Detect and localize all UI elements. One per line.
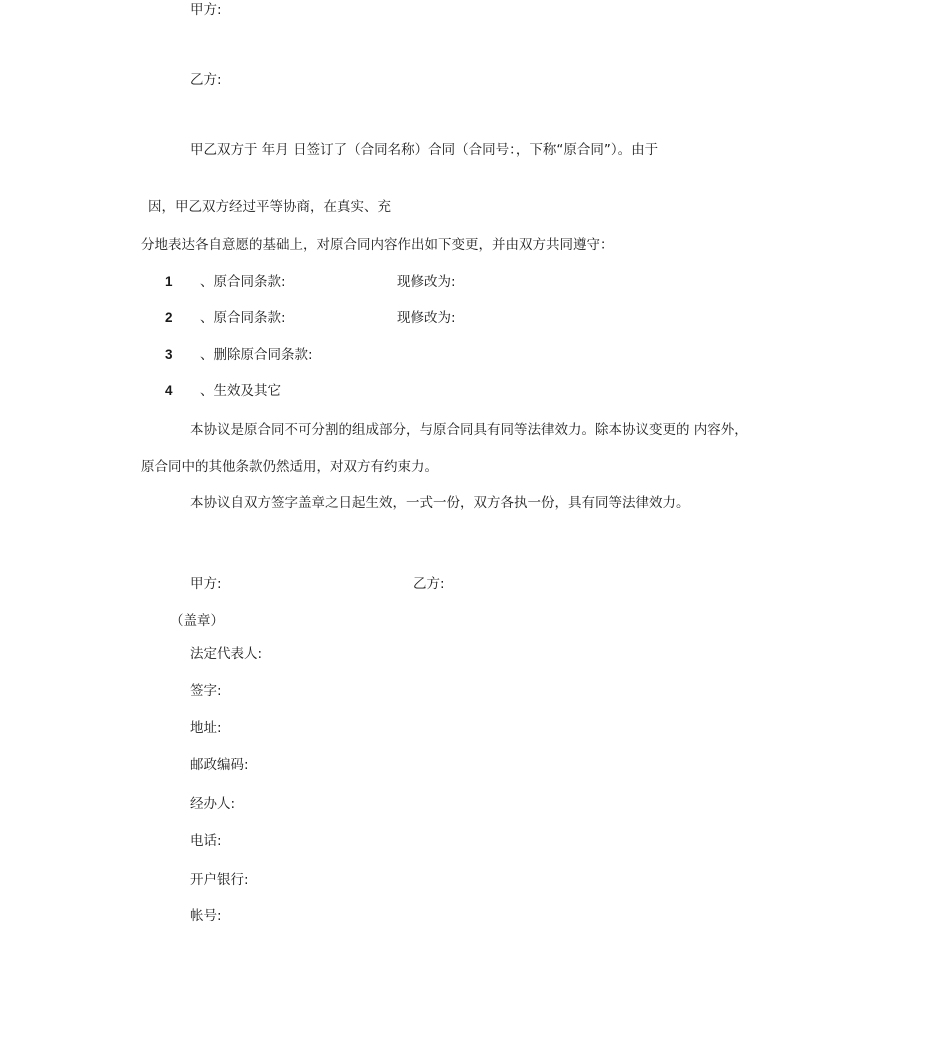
clause-4-number: 4 bbox=[165, 383, 173, 398]
signature-party-b-label: 乙方: bbox=[413, 576, 445, 592]
preamble-line-1: 甲乙双方于 年月 日签订了（合同名称）合同（合同号：，下称“原合同”）。由于 bbox=[190, 142, 659, 158]
clause-2-modified-label: 现修改为: bbox=[397, 310, 456, 326]
field-address: 地址: bbox=[190, 720, 222, 736]
field-legal-representative: 法定代表人: bbox=[190, 646, 263, 662]
clause-1-modified-label: 现修改为: bbox=[397, 274, 456, 290]
clause-4-text: 、生效及其它 bbox=[200, 383, 281, 399]
clause-2-number: 2 bbox=[165, 310, 173, 325]
party-b-header-label: 乙方: bbox=[190, 72, 222, 88]
field-bank: 开户银行: bbox=[190, 872, 249, 888]
clause-3-text: 、删除原合同条款: bbox=[200, 347, 313, 363]
clause-1-text: 、原合同条款: bbox=[200, 274, 286, 290]
field-phone: 电话: bbox=[190, 833, 222, 849]
clause-3-number: 3 bbox=[165, 347, 173, 362]
clause-2-text: 、原合同条款: bbox=[200, 310, 286, 326]
field-handler: 经办人: bbox=[190, 796, 236, 812]
field-signature: 签字: bbox=[190, 683, 222, 699]
body-paragraph-2: 本协议自双方签字盖章之日起生效，一式一份，双方各执一份，具有同等法律效力。 bbox=[190, 495, 690, 511]
body-paragraph-1-line-1: 本协议是原合同不可分割的组成部分，与原合同具有同等法律效力。除本协议变更的 内容外， bbox=[190, 422, 748, 438]
preamble-line-3: 分地表达各自意愿的基础上，对原合同内容作出如下变更，并由双方共同遵守： bbox=[141, 237, 614, 253]
party-a-header-label: 甲方: bbox=[190, 2, 222, 18]
field-account-number: 帐号: bbox=[190, 908, 222, 924]
field-postal-code: 邮政编码: bbox=[190, 757, 249, 773]
signature-party-a-label: 甲方: bbox=[190, 576, 222, 592]
seal-label: （盖章） bbox=[170, 613, 224, 629]
body-paragraph-1-line-2: 原合同中的其他条款仍然适用，对双方有约束力。 bbox=[141, 459, 438, 475]
preamble-line-2: 因，甲乙双方经过平等协商，在真实、充 bbox=[148, 199, 391, 215]
clause-1-number: 1 bbox=[165, 274, 173, 289]
